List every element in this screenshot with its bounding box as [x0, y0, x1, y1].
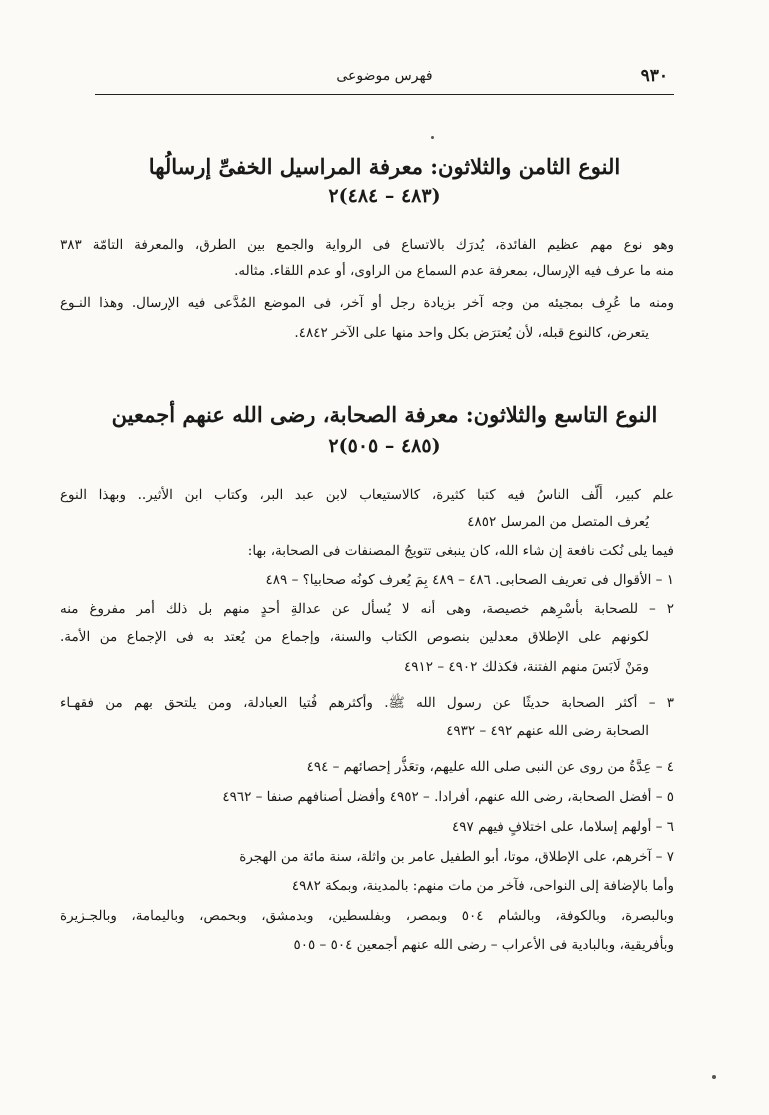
- section-38-range: (٤٨٣ – ٤٨٤)٢: [328, 185, 441, 207]
- section-39-range: (٤٨٥ – ٥٠٥)٢: [328, 435, 441, 457]
- section-39-item-4: ٤ – عِدَّةُ من روى عن النبى صلى الله عليهم، وتعَذُّر إحصائهم – ٤٩٤: [306, 759, 674, 775]
- ink-speck: [712, 1075, 716, 1079]
- section-39-line-1: علم كبير، أَلَّف الناسُ فيه كتبا كثيرة، كالاستيعاب لابن عبد البر، وكتاب ابن الأثير.. وبهذا النوع: [60, 487, 674, 503]
- section-39-item-3-cont: الصحابة رضى الله عنهم ٤٩٢ – ٤٩٣٢: [446, 723, 649, 739]
- section-39-item-7-cont-3: وبأفريقية، وبالبادية فى الأعراب – رضى الله عنهم أجمعين ٥٠٤ – ٥٠٥: [293, 937, 674, 953]
- section-38-line-2: منه ما عرف فيه الإرسال، بمعرفة عدم السماع من الراوى، أو عدم اللقاء. مثاله.: [234, 263, 674, 279]
- page-header: [95, 66, 674, 95]
- section-39-title: النوع التاسع والثلاثون: معرفة الصحابة، رضى الله عنهم أجمعين: [111, 402, 658, 427]
- section-39-item-7: ٧ – آخرهم، على الإطلاق، موتا، أبو الطفيل عامر بن واثلة، سنة مائة من الهجرة: [239, 849, 674, 865]
- section-39-item-5: ٥ – أفضل الصحابة، رضى الله عنهم، أفرادا. – ٤٩٥٢ وأفضل أصنافهم صنفا – ٤٩٦٢: [222, 789, 674, 805]
- section-39-line-3: فيما يلى نُكت نافعة إن شاء الله، كان ينبغى تتويجُ المصنفات فى الصحابة، بها:: [247, 543, 674, 559]
- section-38-title: النوع الثامن والثلاثون: معرفة المراسيل الخفىِّ إرسالُها: [148, 154, 621, 179]
- section-39-item-2: ٢ – للصحابة بأسْرِهم خصيصة، وهى أنه لا يُسأل عن عدالةِ أحدٍ منهم بل ذلك أمر مفروغ منه: [60, 601, 674, 617]
- section-39-item-2-cont-2: ومَنْ لَابَسَ منهم الفتنة، فكذلك ٤٩٠٢ – ٤٩١٢: [404, 659, 649, 675]
- section-39-item-3: ٣ – أكثر الصحابة حديثًا عن رسول الله ﷺ. وأكثرهم فُتيا العبادلة، ومن يلتحق بهم من فقهـاء: [60, 695, 674, 711]
- section-39-item-6: ٦ – أولهم إسلاما، على اختلافٍ فيهم ٤٩٧: [452, 819, 674, 835]
- section-39-item-2-cont: لكونهم على الإطلاق معدلين بنصوص الكتاب والسنة، وإجماع من يُعتد به فى الإجماع من الأمة.: [60, 629, 649, 645]
- page-number: ٩٣٠: [640, 66, 668, 86]
- section-39-item-7-cont: وأما بالإضافة إلى النواحى، فآخر من مات منهم: بالمدينة، وبمكة ٤٩٨٢: [291, 878, 674, 894]
- ink-speck: [431, 136, 434, 139]
- running-title: فهرس موضوعى: [336, 68, 433, 84]
- section-39-item-1: ١ – الأقوال فى تعريف الصحابى. ٤٨٦ – ٤٨٩ بِمَ يُعرف كونُه صحابيا؟ – ٤٨٩: [265, 572, 674, 588]
- section-38-line-4: يتعرض، كالنوع قبله، لأن يُعترَض بكل واحد منها على الآخر ٤٨٤٢.: [294, 325, 649, 341]
- section-39-item-7-cont-2: وبالبصرة، وبالكوفة، وبالشام ٥٠٤ وبمصر، وبفلسطين، وبدمشق، وبحمص، وباليمامة، وبالجـزيرة: [60, 908, 674, 924]
- section-38-line-1: وهو نوع مهم عظيم الفائدة، يُدرَك بالاتساع فى الرواية والجمع بين الطرق، والمعرفة التامّة ٣٨٣: [60, 237, 674, 253]
- section-38-line-3: ومنه ما عُرِف بمجيئه من وجه آخر بزيادة رجل أو آخر، فى الموضع المُدَّعى فيه الإرسال. وهذا النـوع: [60, 295, 674, 311]
- section-39-line-2: يُعرف المتصل من المرسل ٤٨٥٢: [467, 514, 649, 530]
